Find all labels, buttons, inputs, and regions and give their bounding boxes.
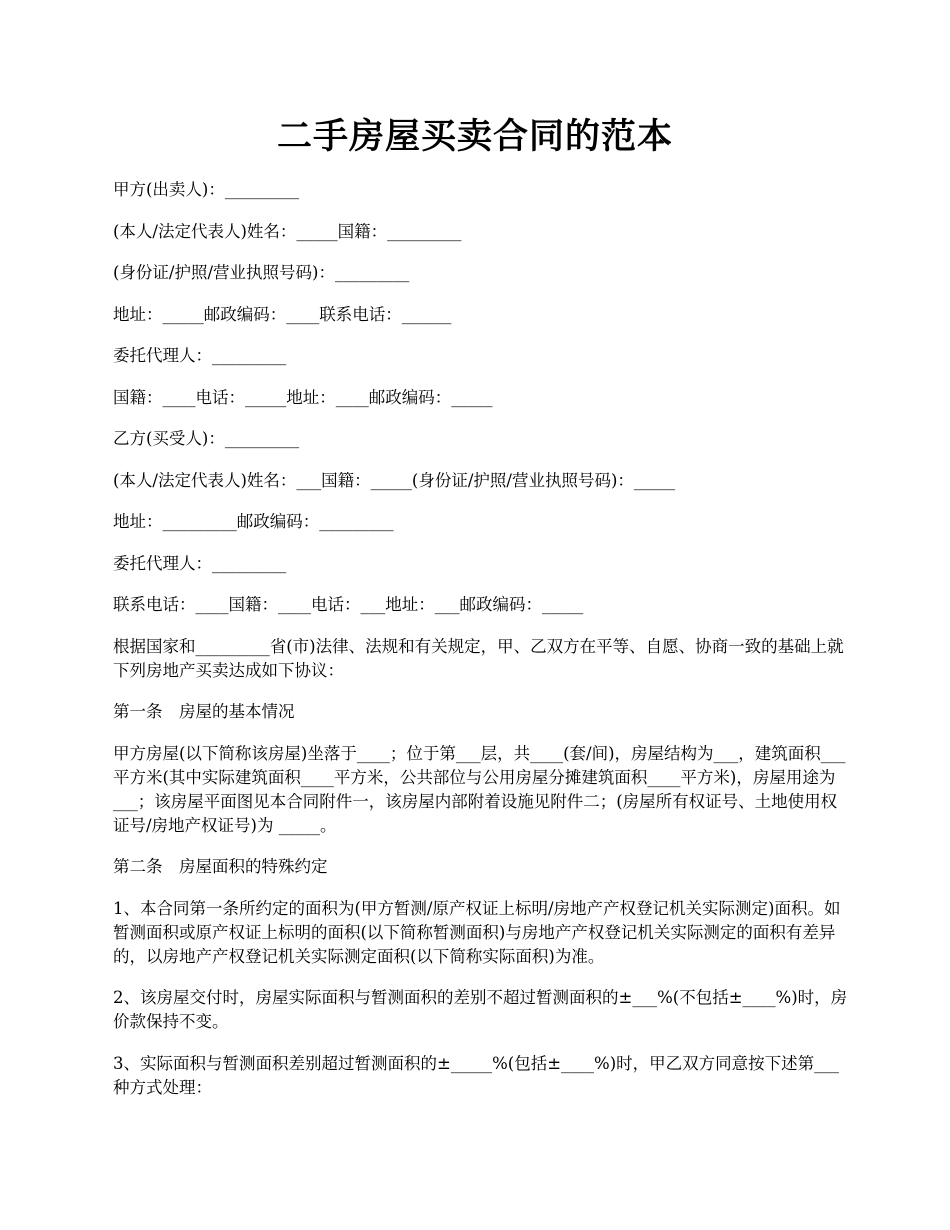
article-2-clause-3: 3、实际面积与暂测面积差别超过暂测面积的±_____%(包括±____%)时，甲乙双方同意按下述第___种方式处理： [113,1053,839,1097]
party-a-name-nationality: (本人/法定代表人)姓名：_____国籍：_________ [113,221,462,241]
party-a-id-number: (身份证/护照/营业执照号码)：_________ [113,263,410,282]
party-a-seller: 甲方(出卖人)：_________ [113,180,300,199]
article-2-clause-1: 1、本合同第一条所约定的面积为(甲方暂测/原产权证上标明/房地产产权登记机关实际测定)面积。如暂测面积或原产权证上标明的面积(以下简称暂测面积)与房地产产权登记机关实际测定的面积有差异的，以房地产产权登记机关实际测定面积(以下简称实际面积)为准。 [113,898,841,966]
document-title: 二手房屋买卖合同的范本 [276,116,673,157]
party-b-buyer: 乙方(买受人)：_________ [113,429,300,448]
party-a-agent-contact: 国籍：____电话：_____地址：____邮政编码：_____ [113,387,493,407]
party-b-agent-contact: 联系电话：____国籍：____电话：___地址：___邮政编码：_____ [113,595,584,614]
preamble: 根据国家和_________省(市)法律、法规和有关规定，甲、乙双方在平等、自愿、协商一致的基础上就下列房地产买卖达成如下协议： [113,636,844,680]
party-a-agent: 委托代理人：_________ [113,346,287,365]
document-body [113,178,848,1117]
party-b-address: 地址：_________邮政编码：_________ [113,512,394,531]
party-a-address: 地址：_____邮政编码：____联系电话：______ [113,304,452,324]
article-1-text: 甲方房屋(以下简称该房屋)坐落于____；位于第___层，共____(套/间)，房屋结构为___，建筑面积___平方米(其中实际建筑面积____平方米，公共部位与公用房屋分摊建筑面积____平方米)，房屋用途为 ___；该房屋平面图见本合同附件一，该房屋内部附着设施见附件二；(房屋所有权证号、土地使用权证号/房地产权证号)为 _____。 [113,743,846,835]
article-2-clause-2: 2、该房屋交付时，房屋实际面积与暂测面积的差别不超过暂测面积的±___%(不包括±____%)时，房价款保持不变。 [113,988,848,1031]
party-b-name-id: (本人/法定代表人)姓名：___国籍：_____(身份证/护照/营业执照号码)：_____ [113,470,676,490]
party-b-agent: 委托代理人：_________ [113,553,287,573]
article-2-heading: 第二条 房屋面积的特殊约定 [113,857,328,876]
article-1-heading: 第一条 房屋的基本情况 [113,702,295,721]
